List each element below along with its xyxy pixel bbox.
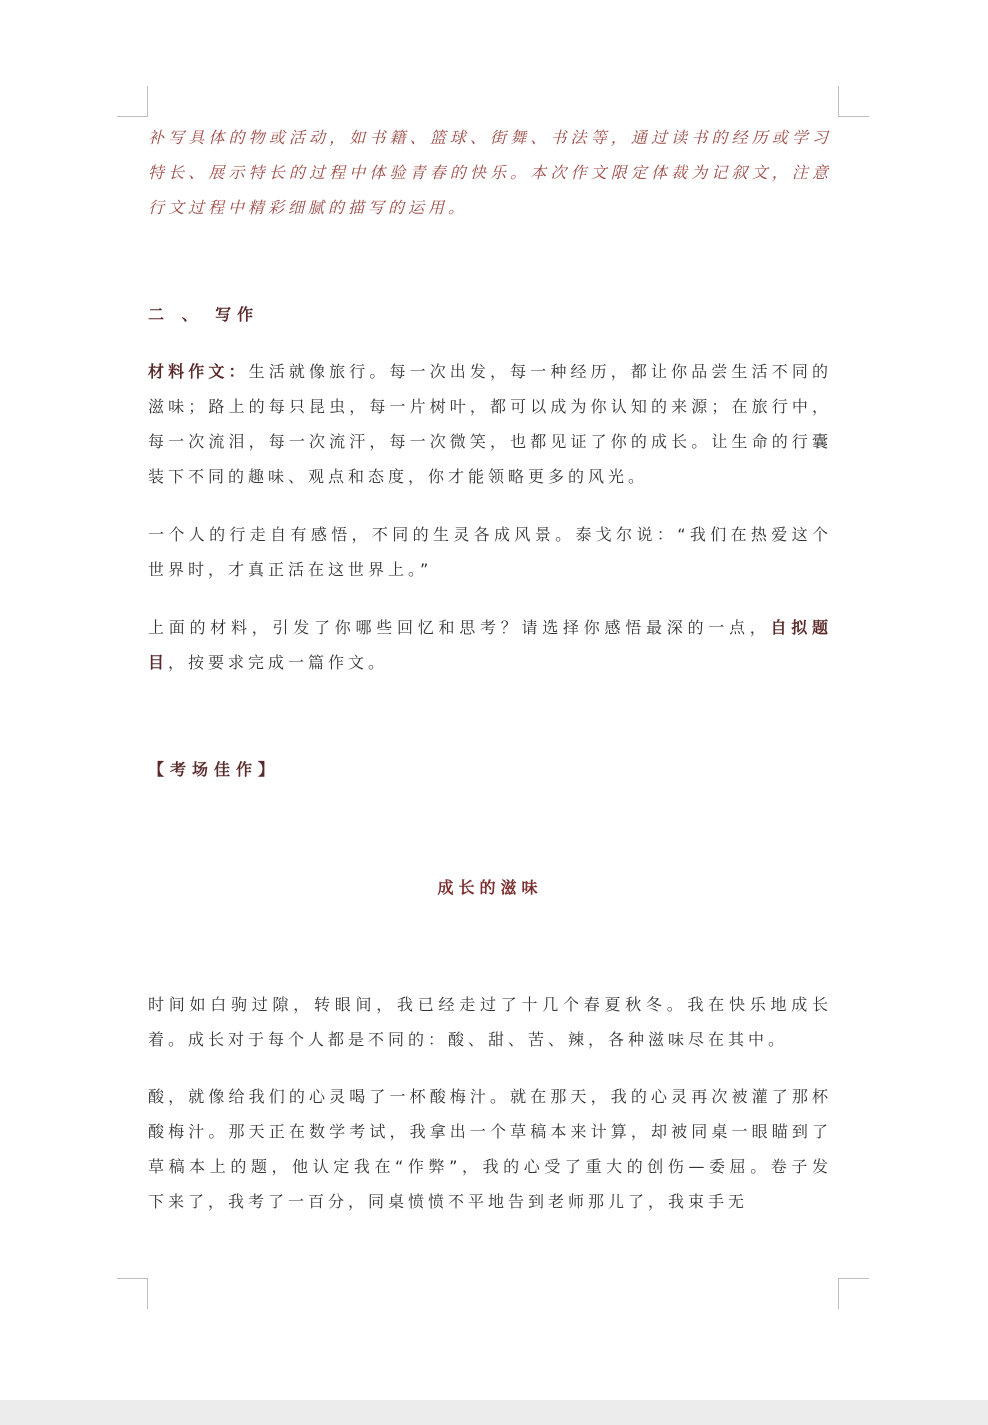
prompt-after: ，按要求完成一篇作文。 — [168, 653, 389, 672]
margin-mark-bottom-right — [838, 1278, 869, 1309]
essay-title: 成长的滋味 — [437, 878, 543, 897]
essay-paragraph-2: 酸，就像给我们的心灵喝了一杯酸梅汁。就在那天，我的心灵再次被灌了那杯酸梅汁。那天正在数学考试，我拿出一个草稿本来计算，却被同桌一眼瞄到了草稿本上的题，他认定我在“作弊”，我的心受了重大的创伤—委屈。卷子发下来了，我考了一百分，同桌愤愤不平地告到老师那儿了，我束手无 — [148, 1087, 832, 1211]
quote-paragraph: 一个人的行走自有感悟，不同的生灵各成风景。泰戈尔说：“我们在热爱这个世界时，才真正活在这世界上。” — [148, 525, 832, 579]
viewer-bottom-bar — [0, 1400, 988, 1425]
section-heading: 二 、 写作 — [148, 305, 260, 324]
margin-mark-top-right — [838, 86, 869, 117]
prompt-before: 上面的材料，引发了你哪些回忆和思考？请选择你感悟最深的一点， — [148, 618, 771, 637]
material-lead: 材料作文： — [148, 362, 249, 381]
material-paragraph — [148, 354, 832, 494]
exam-label: 【考场佳作】 — [148, 760, 281, 779]
prompt-paragraph — [148, 610, 832, 680]
intro-paragraph: 补写具体的物或活动，如书籍、篮球、街舞、书法等，通过读书的经历或学习特长、展示特长的过程中体验青春的快乐。本次作文限定体裁为记叙文，注意行文过程中精彩细腻的描写的运用。 — [148, 128, 832, 217]
material-body: 生活就像旅行。每一次出发，每一种经历，都让你品尝生活不同的滋味；路上的每只昆虫，每一片树叶，都可以成为你认知的来源；在旅行中，每一次流泪，每一次流汗，每一次微笑，也都见证了你的成长。让生命的行囊装下不同的趣味、观点和态度，你才能领略更多的风光。 — [148, 362, 832, 486]
essay-paragraph-1: 时间如白驹过隙，转眼间，我已经走过了十几个春夏秋冬。我在快乐地成长着。成长对于每个人都是不同的：酸、甜、苦、辣，各种滋味尽在其中。 — [148, 995, 832, 1049]
margin-mark-top-left — [117, 86, 148, 117]
page-content — [148, 120, 832, 1219]
prompt-bold: 自拟题目 — [148, 618, 832, 672]
margin-mark-bottom-left — [117, 1278, 148, 1309]
